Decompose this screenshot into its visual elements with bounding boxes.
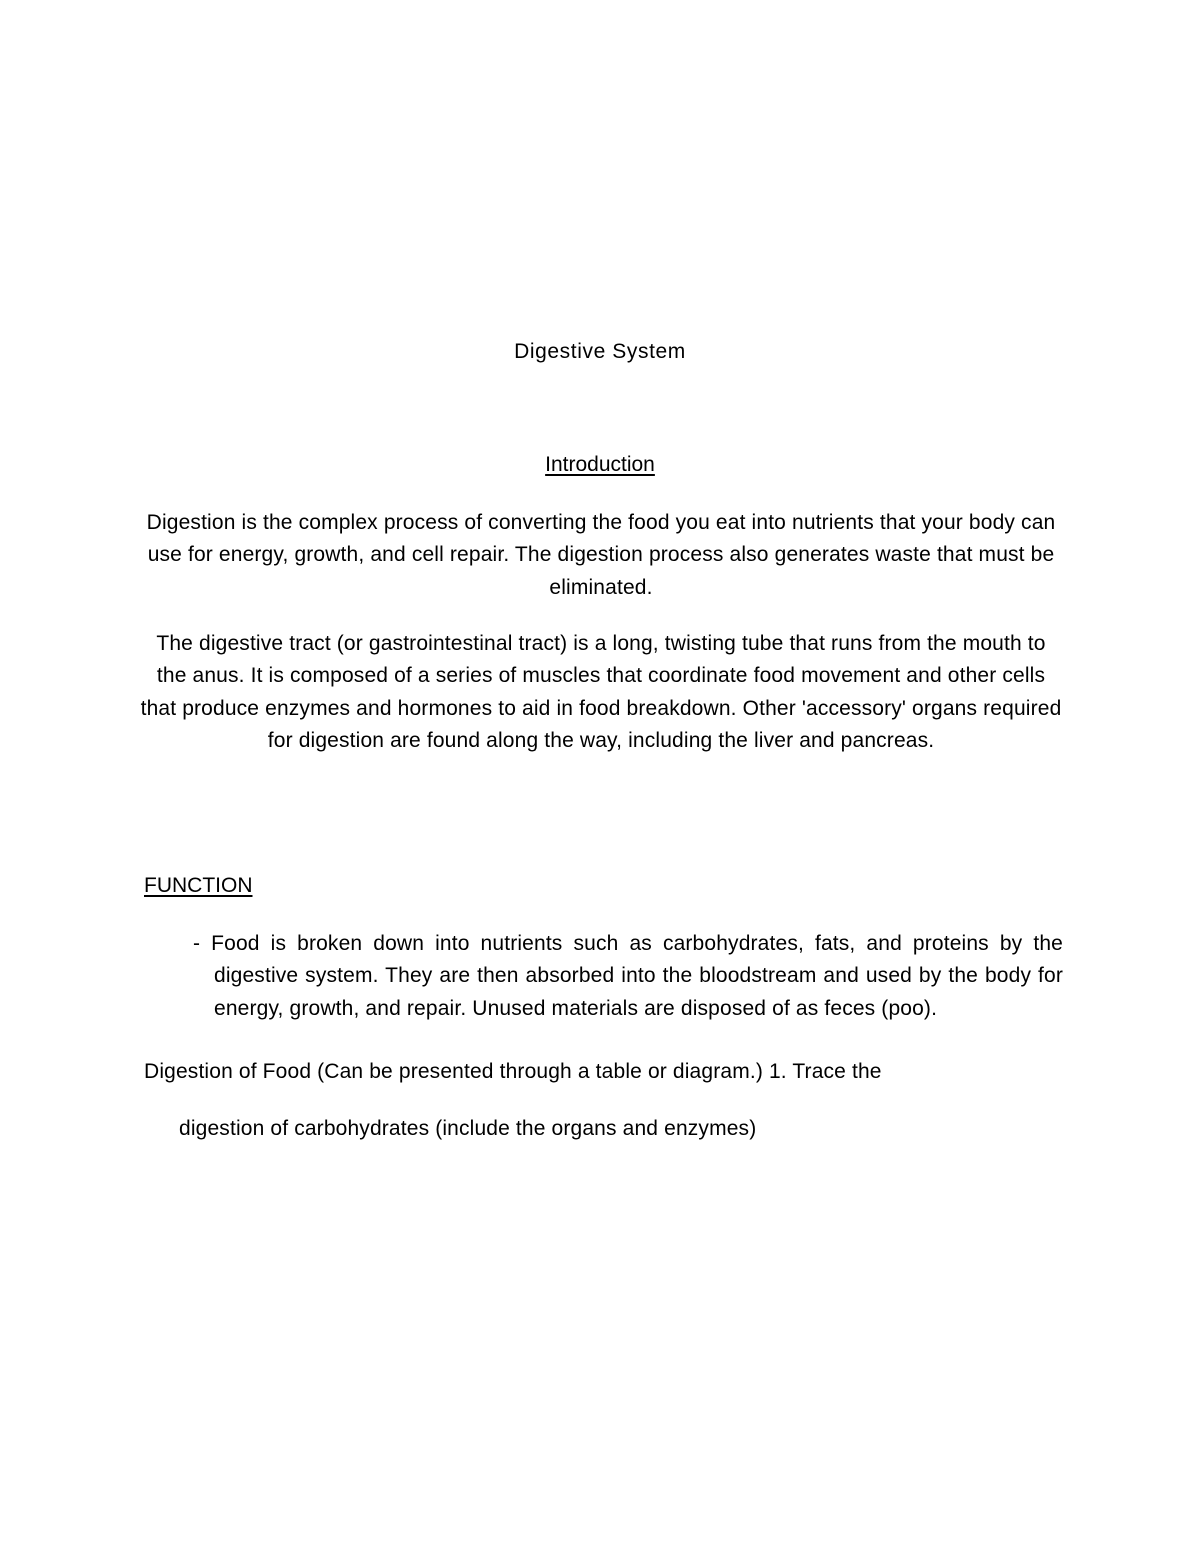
trace-carbohydrates-line: digestion of carbohydrates (include the organs and enzymes) [179,1117,757,1140]
document-title: Digestive System [514,340,686,363]
function-bullet-text: - Food is broken down into nutrients such as carbohydrates, fats, and proteins by the digestive system. They are then absorbed into the bloodstream and used by the body for energy, growth, and repair. Unused materials are disposed of as feces (poo). [193,932,1063,1020]
function-heading: FUNCTION [144,874,253,897]
introduction-paragraph-2: The digestive tract (or gastrointestinal tract) is a long, twisting tube that runs from the mouth to the anus. It is composed of a series of muscles that coordinate food movement and other cells that produce enzymes and hormones to aid in food breakdown. Other 'accessory' organs required for digestion are found along the way, including the liver and pancreas. [140,632,1062,752]
function-bullet [178,928,1063,1025]
digestion-of-food-line: Digestion of Food (Can be presented through a table or diagram.) 1. Trace the [144,1060,882,1083]
introduction-heading: Introduction [545,453,655,476]
introduction-paragraph-1: Digestion is the complex process of converting the food you eat into nutrients that your body can use for energy, growth, and cell repair. The digestion process also generates waste that must be eliminated. [146,511,1056,599]
